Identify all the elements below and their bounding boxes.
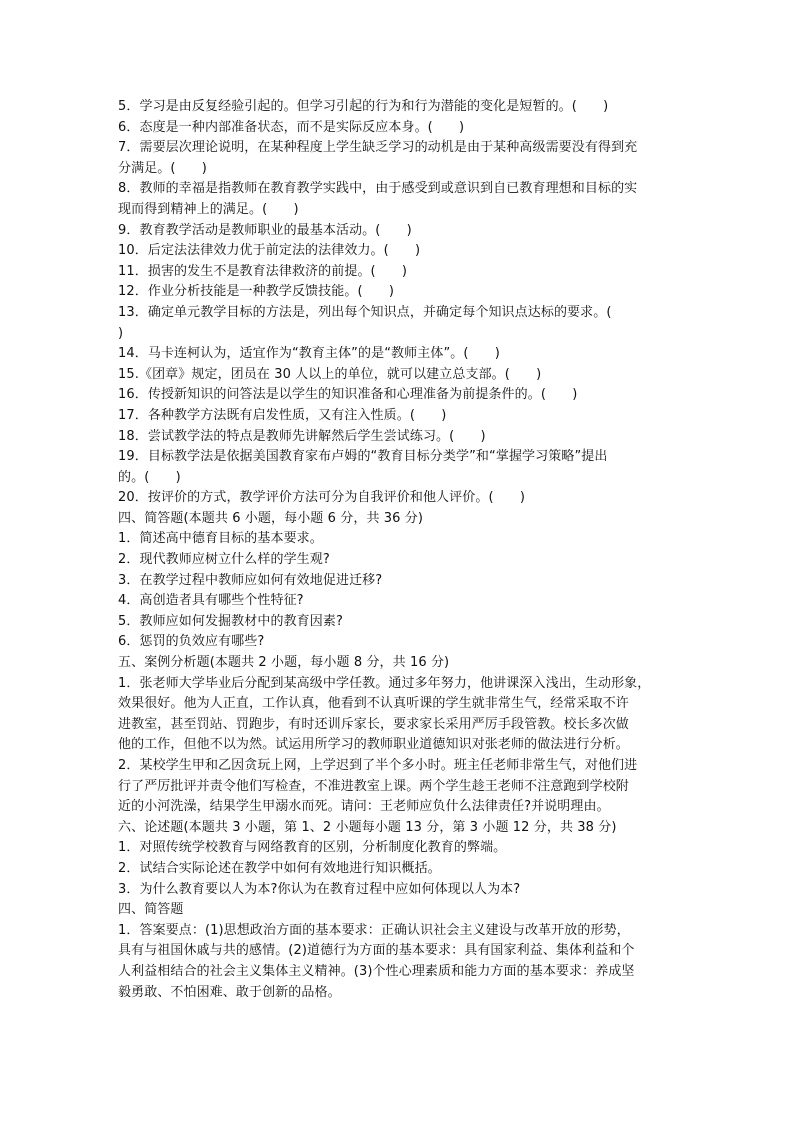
text-line: 14．马卡连柯认为，适宜作为“教育主体”的是“教师主体”。( ): [118, 346, 500, 362]
text-line: 5．教师应如何发掘教材中的教育因素?: [118, 613, 343, 629]
text-line: 13．确定单元教学目标的方法是，列出每个知识点，并确定每个知识点达标的要求。(: [118, 304, 612, 320]
text-line: 2．某校学生甲和乙因贪玩上网，上学迟到了半个多小时。班主任老师非常生气，对他们进: [118, 758, 638, 773]
text-line: 人利益相结合的社会主义集体主义精神。(3)个性心理素质和能力方面的基本要求：养成坚: [118, 963, 635, 979]
text-line: 四、简答题(本题共 6 小题，每小题 6 分，共 36 分): [118, 510, 424, 526]
text-line: 现而得到精神上的满足。( ): [118, 201, 299, 217]
text-line: 五、案例分析题(本题共 2 小题，每小题 8 分，共 16 分): [118, 655, 450, 671]
text-line: 1．张老师大学毕业后分配到某高级中学任教。通过多年努力，他讲课深入浅出，生动形象，: [118, 675, 651, 691]
text-line: 4．高创造者具有哪些个性特征?: [118, 593, 304, 609]
text-line: 毅勇敢、不怕困难、敢于创新的品格。: [118, 984, 341, 1000]
text-line: 近的小河洗澡，结果学生甲溺水而死。请问：王老师应负什么法律责任?并说明理由。: [118, 799, 610, 815]
text-line: 2．现代教师应树立什么样的学生观?: [118, 552, 330, 568]
text-line: 6．惩罚的负效应有哪些?: [118, 634, 265, 650]
text-line: 19．目标教学法是依据美国教育家布卢姆的“教育目标分类学”和“掌握学习策略”提出: [118, 449, 608, 465]
text-line: 分满足。( ): [118, 160, 207, 176]
text-line: ): [118, 325, 124, 341]
text-line: 10．后定法法律效力优于前定法的法律效力。( ): [118, 243, 421, 259]
text-line: 效果很好。他为人正直，工作认真，他看到不认真听课的学生就非常生气，经常采取不许: [118, 696, 629, 712]
text-line: 具有与祖国休戚与共的感情。(2)道德行为方面的基本要求：具有国家利益、集体利益和个: [118, 943, 635, 959]
text-line: 四、简答题: [118, 902, 184, 918]
text-line: 6．态度是一种内部准备状态，而不是实际反应本身。( ): [118, 119, 465, 135]
text-line: 15.《团章》规定，团员在 30 人以上的单位，就可以建立总支部。( ): [118, 366, 542, 382]
document-page: [118, 97, 690, 1003]
text-line: 行了严厉批评并责令他们写检查，不准进教室上课。两个学生趁王老师不注意跑到学校附: [118, 778, 629, 794]
text-line: 2．试结合实际论述在教学中如何有效地进行知识概括。: [118, 860, 441, 876]
text-line: 7．需要层次理论说明，在某种程度上学生缺乏学习的动机是由于某种高级需要没有得到充: [118, 140, 638, 156]
text-line: 16．传授新知识的问答法是以学生的知识准备和心理准备为前提条件的。( ): [118, 387, 578, 403]
text-line: 的。( ): [118, 469, 181, 485]
text-line: 11．损害的发生不是教育法律救济的前提。( ): [118, 263, 408, 279]
text-line: 1．简述高中德育目标的基本要求。: [118, 531, 323, 547]
text-line: 3．在教学过程中教师应如何有效地促进迁移?: [118, 572, 383, 588]
text-line: 8．教师的幸福是指教师在教育教学实践中，由于感受到或意识到自已教育理想和目标的实: [118, 181, 638, 197]
text-line: 1．答案要点：(1)思想政治方面的基本要求：正确认识社会主义建设与改革开放的形势，: [118, 922, 630, 938]
text-line: 进教室，甚至罚站、罚跑步，有时还训斥家长，要求家长采用严厉手段管教。校长多次做: [118, 716, 629, 732]
text-line: 9．教育教学活动是教师职业的最基本活动。( ): [118, 222, 412, 238]
text-line: 20．按评价的方式，教学评价方法可分为自我评价和他人评价。( ): [118, 490, 525, 506]
text-line: 18．尝试教学法的特点是教师先讲解然后学生尝试练习。( ): [118, 428, 486, 444]
text-line: 1．对照传统学校教育与网络教育的区别，分析制度化教育的弊端。: [118, 840, 507, 856]
text-line: 他的工作，但他不以为然。试运用所学习的教师职业道德知识对张老师的做法进行分析。: [118, 737, 629, 753]
text-line: 六、论述题(本题共 3 小题，第 1、2 小题每小题 13 分，第 3 小题 12 分，共 38 分): [118, 819, 617, 835]
text-line: 12．作业分析技能是一种教学反馈技能。( ): [118, 284, 394, 300]
text-line: 5．学习是由反复经验引起的。但学习引起的行为和行为潜能的变化是短暂的。( ): [118, 99, 609, 114]
text-line: 17．各种教学方法既有启发性质，又有注入性质。( ): [118, 407, 447, 423]
text-line: 3．为什么教育要以人为本?你认为在教育过程中应如何体现以人为本?: [118, 881, 521, 897]
